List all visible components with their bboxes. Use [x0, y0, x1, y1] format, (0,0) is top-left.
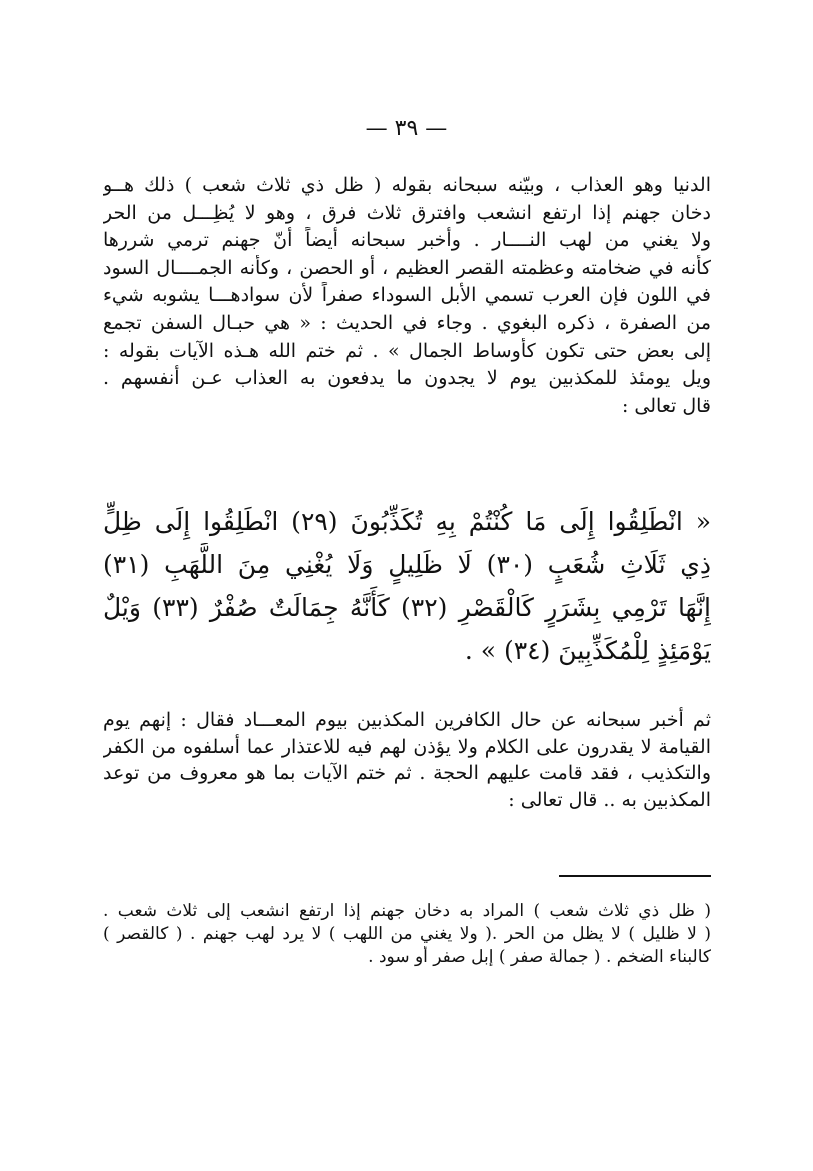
text-line: دخان جهنم إذا ارتفع انشعب وافترق ثلاث فرق ، وهو لا يُظِـــل من الحر: [103, 201, 711, 224]
verse-line: يَوْمَئِذٍ لِلْمُكَذِّبِينَ (٣٤) » .: [464, 636, 711, 665]
verse-line: إِنَّهَا تَرْمِي بِشَرَرٍ كَالْقَصْرِ (٣٢) كَأَنَّهُ جِمَالَتٌ صُفْرٌ (٣٣) وَيْلٌ: [103, 593, 711, 622]
commentary-paragraph-2: [103, 707, 711, 813]
commentary-paragraph: [103, 172, 711, 420]
footnote-divider: [559, 875, 711, 877]
footnote-line: ( لا ظليل ) لا يظل من الحر .( ولا يغني من اللهب ) لا يرد لهب جهنم . ( كالقصر ): [103, 924, 711, 944]
text-line: ثم أخبر سبحانه عن حال الكافرين المكذبين بيوم المعـــاد فقال : إنهم يوم: [103, 709, 711, 731]
footnote-line: ( ظل ذي ثلاث شعب ) المراد به دخان جهنم إذا ارتفع انشعب إلى ثلاث شعب .: [103, 901, 711, 921]
text-line: ولا يغني من لهب النــــار . وأخبر سبحانه أيضاً أنّ جهنم ترمي شررها: [103, 229, 711, 252]
text-line: قال تعالى :: [621, 394, 711, 417]
verse-line: « انْطَلِقُوا إِلَى مَا كُنْتُمْ بِهِ تُكَذِّبُونَ (٢٩) انْطَلِقُوا إِلَى ظِلٍّ: [103, 507, 711, 536]
text-line: المكذبين به .. قال تعالى :: [508, 788, 711, 811]
text-line: في اللون فإن العرب تسمي الأبل السوداء صفراً لأن سوادهـــا يشوبه شيء: [103, 284, 711, 307]
verse-line: ذِي ثَلَاثِ شُعَبٍ (٣٠) لَا ظَلِيلٍ وَلَا يُغْنِي مِنَ اللَّهَبِ (٣١): [103, 550, 711, 579]
footnotes: [103, 900, 711, 969]
page-number: — ٣٩ —: [365, 116, 448, 141]
text-line: من الصفرة ، ذكره البغوي . وجاء في الحديث : « هي حبـال السفن تجمع: [103, 311, 711, 334]
footnote-line: كالبناء الضخم . ( جمالة صفر ) إبل صفر أو سود .: [368, 947, 711, 967]
text-line: ويل يومئذ للمكذبين يوم لا يجدون ما يدفعون به العذاب عـن أنفسهم .: [103, 367, 711, 390]
text-line: الدنيا وهو العذاب ، وبيّنه سبحانه بقوله ( ظل ذي ثلاث شعب ) ذلك هــو: [103, 174, 711, 196]
text-line: إلى بعض حتى تكون كأوساط الجمال » . ثم ختم الله هـذه الآيات بقوله :: [103, 339, 711, 362]
text-line: كأنه في ضخامته وعظمته القصر العظيم ، أو الحصن ، وكأنه الجمــــال السود: [103, 256, 711, 279]
text-line: القيامة لا يقدرون على الكلام ولا يؤذن لهم فيه للاعتذار عما أسلفوه من الكفر: [103, 735, 711, 758]
quran-verses: [103, 500, 711, 672]
text-line: والتكذيب ، فقد قامت عليهم الحجة . ثم ختم الآيات بما هو معروف من توعد: [103, 762, 711, 784]
